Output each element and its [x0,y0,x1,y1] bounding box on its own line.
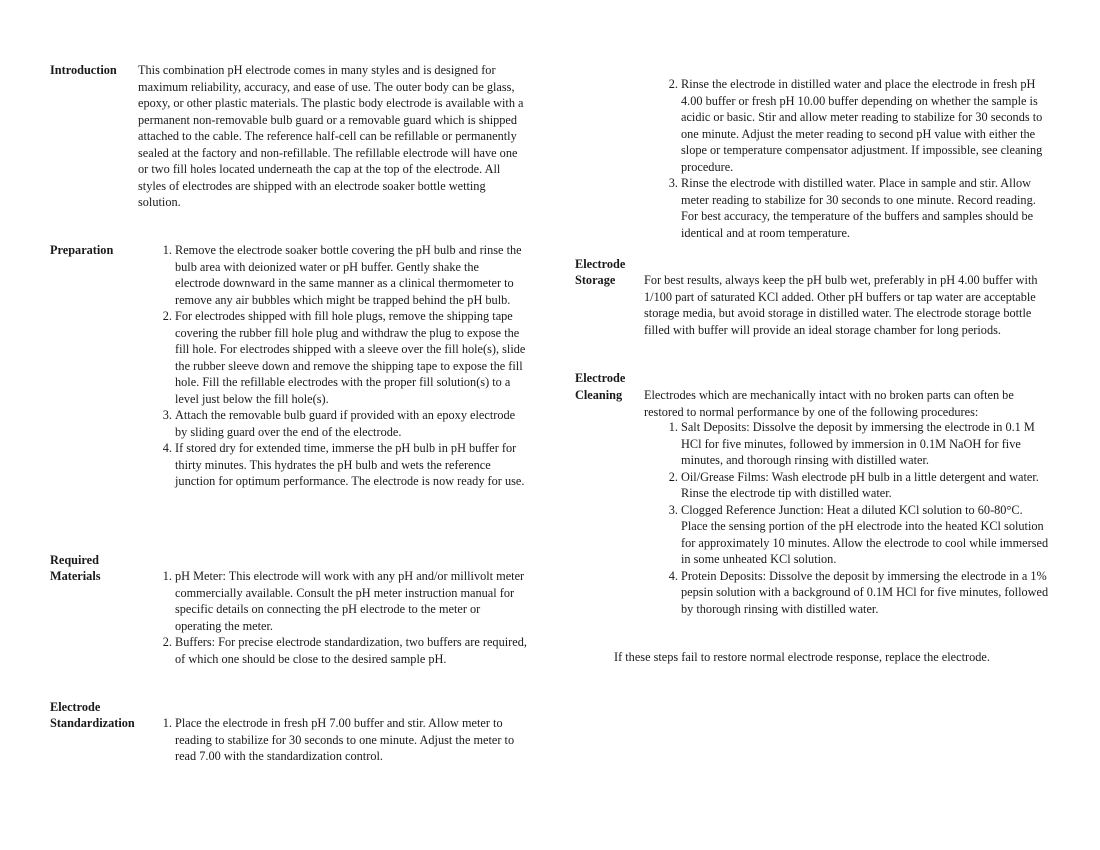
closing-note: If these steps fail to restore normal electrode response, replace the electrode. [614,650,990,664]
standardization-continued-list [668,76,1051,241]
list-item: 1. pH Meter: This electrode will work with any pH and/or millivolt meter commercially available. Consult the pH meter instruction manual for specific details on connecting the pH electrode to the meter or operating the meter. [162,569,525,633]
cleaning-list [668,419,1051,617]
introduction-text: This combination pH electrode comes in many styles and is designed for maximum reliability, accuracy, and ease of use. The outer body can be glass, epoxy, or other plastic materials. The plastic body electrode is available with a permanent non-removable bulb guard or a removable guard which is shipped attached to the cable. The reference half-cell can be refillable or permanently sealed at the factory and non-refillable. The refillable electrode will have one or two fill holes located underneath the cap at the top of the electrode. All styles of electrodes are shipped with an electrode soaker bottle wetting solution. [138,63,524,209]
list-item: 3. Rinse the electrode with distilled water. Place in sample and stir. Allow meter reading to stabilize for 30 seconds to one minute. Record reading. For best accuracy, the temperature of the buffers and samples should be identical and at room temperature. [668,176,1036,240]
storage-heading-line2: Storage [575,273,616,287]
required-heading-line1: Required [50,553,99,567]
list-item: 4. If stored dry for extended time, immerse the pH bulb in pH buffer for thirty minutes. This hydrates the pH bulb and wets the reference junction for optimum performance. The electrode is now ready for use. [162,441,525,488]
preparation-heading: Preparation [50,243,114,257]
list-item: 2. Buffers: For precise electrode standardization, two buffers are required, of which one should be close to the desired sample pH. [162,635,527,666]
preparation-list [162,242,527,490]
standardization-list [162,715,527,765]
introduction-heading: Introduction [50,63,117,77]
list-item: 1. Remove the electrode soaker bottle covering the pH bulb and rinse the bulb area with deionized water or pH buffer. Gently shake the electrode downward in the same manner as a clinical thermometer to remove any air bubbles which might be trapped behind the pH bulb. [162,243,522,307]
list-item: 4. Protein Deposits: Dissolve the deposit by immersing the electrode in a 1% pepsin solution with a background of 0.1M HCl for five minutes, followed by thorough rinsing with distilled water. [668,568,1049,616]
list-item: 1. Salt Deposits: Dissolve the deposit by immersing the electrode in 0.1 M HCl for five minutes, followed by immersion in 0.1M NaOH for five minutes, and thorough rinsing with distilled water. [668,420,1035,467]
cleaning-heading-line1: Electrode [575,371,626,385]
storage-heading-line1: Electrode [575,257,626,271]
list-item: 2. For electrodes shipped with fill hole plugs, remove the shipping tape covering the rubber fill hole plug and withdraw the plug to expose the fill hole. For electrodes shipped with a sleeve over the fill hole(s), slide the rubber sleeve down and remove the shipping tape to expose the fill hole. Fill the refillable electrodes with the proper fill solution(s) to a level just below the fill hole(s). [162,309,526,406]
standardization-heading-line1: Electrode [50,700,101,714]
required-materials-list [162,568,527,667]
list-item: 1. Place the electrode in fresh pH 7.00 buffer and stir. Allow meter to reading to stabilize for 30 seconds to one minute. Adjust the meter to read 7.00 with the standardization control. [162,716,515,763]
list-item: 3. Clogged Reference Junction: Heat a diluted KCl solution to 60-80°C. Place the sensing portion of the pH electrode into the heated KCl solution for approximately 10 minutes. Allow the electrode to cool while immersed in some unheated KCl solution. [668,502,1049,566]
cleaning-intro: Electrodes which are mechanically intact with no broken parts can often be restored to normal performance by one of the following procedures: [644,388,1014,419]
list-item: 2. Rinse the electrode in distilled water and place the electrode in fresh pH 4.00 buffer or fresh pH 10.00 buffer depending on whether the sample is acidic or basic. Stir and allow meter reading to stabilize for 30 seconds to one minute. Adjust the meter reading to second pH value with either the slope or temperature compensator adjustment. If impossible, see cleaning procedure. [668,77,1043,174]
required-heading-line2: Materials [50,569,101,583]
list-item: 3. Attach the removable bulb guard if provided with an epoxy electrode by sliding guard over the end of the electrode. [162,408,516,439]
list-item: 2. Oil/Grease Films: Wash electrode pH bulb in a little detergent and water. Rinse the electrode tip with distilled water. [668,469,1039,500]
cleaning-heading-line2: Cleaning [575,388,623,402]
standardization-heading-line2: Standardization [50,716,135,730]
storage-text: For best results, always keep the pH bulb wet, preferably in pH 4.00 buffer with 1/100 part of saturated KCl added. Other pH buffers or tap water are acceptable storage media, but avoid storage in distilled water. The electrode storage bottle filled with buffer will provide an ideal storage chamber for long periods. [644,273,1038,337]
